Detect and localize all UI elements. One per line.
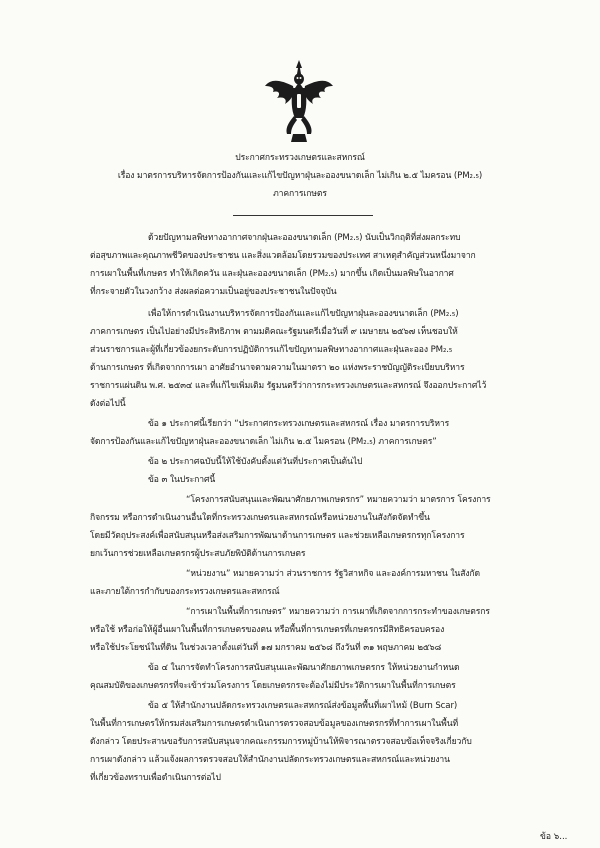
body-line: ด้านการเกษตร ที่เกิดจากการเผา อาศัยอำนาจตามความในมาตรา ๒๐ แห่งพระราชบัญญัติระเบียบบริหาร [90,363,465,373]
clause-5-line: ดังกล่าว โดยประสานขอรับการสนับสนุนจากคณะกรรมการหมู่บ้านให้พิจารณาตรวจสอบข้อเท็จจริงเกี่ยวกับ [90,737,472,747]
title-divider [233,215,373,216]
body-line: ที่กระจายตัวในวงกว้าง ส่งผลต่อความเป็นอยู่ของประชาชนในปัจจุบัน [90,287,337,297]
definition-line: หรือใช้ประโยชน์ในที่ดิน ในช่วงเวลาตั้งแต่วันที่ ๑๗ มกราคม ๒๕๖๘ ถึงวันที่ ๓๑ พฤษภาคม ๒๕๖๘ [90,643,442,653]
clause-1-line: ข้อ ๑ ประกาศนี้เรียกว่า “ประกาศกระทรวงเกษตรและสหกรณ์ เรื่อง มาตรการบริหาร [148,419,450,429]
continuation-marker: ข้อ ๖... [540,832,568,842]
body-line: ด้วยปัญหามลพิษทางอากาศจากฝุ่นละอองขนาดเล็ก (PM₂.₅) นับเป็นวิกฤติที่ส่งผลกระทบ [148,233,461,243]
garuda-emblem [263,58,335,144]
body-line: เพื่อให้การดำเนินงานบริหารจัดการป้องกันและแก้ไขปัญหาฝุ่นละอองขนาดเล็ก (PM₂.₅) [148,309,459,319]
body-line: ส่วนราชการและผู้ที่เกี่ยวข้องยกระดับการปฏิบัติการแก้ไขปัญหามลพิษทางอากาศและฝุ่นละออง PM₂.₅ [90,345,453,355]
definition-line: “หน่วยงาน” หมายความว่า ส่วนราชการ รัฐวิสาหกิจ และองค์การมหาชน ในสังกัด [186,569,481,579]
definition-line: “โครงการสนับสนุนและพัฒนาศักยภาพเกษตรกร” หมายความว่า มาตรการ โครงการ [186,495,491,505]
body-line: การเผาในพื้นที่เกษตร ทำให้เกิดควัน และฝุ่นละอองขนาดเล็ก (PM₂.₅) มากขึ้น เกิดเป็นมลพิษในอากาศ [90,269,454,279]
announcement-sector: ภาคการเกษตร [273,189,327,199]
definition-line: หรือใช้ หรือก่อให้ผู้อื่นเผาในพื้นที่การเกษตรของตน หรือพื้นที่การเกษตรที่เกษตรกรมีสิทธิครอบครอง [90,625,445,635]
announcement-subject: เรื่อง มาตรการบริหารจัดการป้องกันและแก้ไขปัญหาฝุ่นละอองขนาดเล็ก ไม่เกิน ๒.๕ ไมครอน (PM₂.₅) [117,171,483,181]
definition-line: ยกเว้นการช่วยเหลือเกษตรกรผู้ประสบภัยพิบัติด้านการเกษตร [90,549,306,559]
clause-4-line: ข้อ ๔ ในการจัดทำโครงการสนับสนุนและพัฒนาศักยภาพเกษตรกร ให้หน่วยงานกำหนด [148,663,460,673]
clause-4-line: คุณสมบัติของเกษตรกรที่จะเข้าร่วมโครงการ โดยเกษตรกรจะต้องไม่มีประวัติการเผาในพื้นที่การเกษตร [90,681,456,691]
definition-line: โดยมีวัตถุประสงค์เพื่อสนับสนุนหรือส่งเสริมการพัฒนาด้านการเกษตร และช่วยเหลือเกษตรกรทุกโครงการ [90,531,465,541]
definition-line: “การเผาในพื้นที่การเกษตร” หมายความว่า การเผาที่เกิดจากการกระทำของเกษตรกร [186,607,490,617]
body-line: ต่อสุขภาพและคุณภาพชีวิตของประชาชน และสิ่งแวดล้อมโดยรวมของประเทศ สาเหตุสำคัญส่วนหนึ่งมาจาก [90,251,476,261]
clause-1-line: จัดการป้องกันและแก้ไขปัญหาฝุ่นละอองขนาดเล็ก ไม่เกิน ๒.๕ ไมครอน (PM₂.₅) ภาคการเกษตร” [90,437,437,447]
body-line: ภาคการเกษตร เป็นไปอย่างมีประสิทธิภาพ ตามมติคณะรัฐมนตรีเมื่อวันที่ ๙ เมษายน ๒๕๖๗ เห็นชอบให้ [90,327,458,337]
clause-5-line: ที่เกี่ยวข้องทราบเพื่อดำเนินการต่อไป [90,773,221,783]
clause-5-line: การเผาดังกล่าว แล้วแจ้งผลการตรวจสอบให้สำนักงานปลัดกระทรวงเกษตรและสหกรณ์และหน่วยงาน [90,755,450,765]
clause-5-line: ในพื้นที่การเกษตรให้กรมส่งเสริมการเกษตรดำเนินการตรวจสอบข้อมูลของเกษตรกรที่ทำการเผาในพื้นที่ [90,719,459,729]
clause-3-line: ข้อ ๓ ในประกาศนี้ [148,475,216,485]
announcement-title: ประกาศกระทรวงเกษตรและสหกรณ์ [235,153,365,163]
definition-line: และภายใต้การกำกับของกระทรวงเกษตรและสหกรณ์ [90,587,280,597]
definition-line: กิจกรรม หรือการดำเนินงานอื่นใดที่กระทรวงเกษตรและสหกรณ์หรือหน่วยงานในสังกัดจัดทำขึ้น [90,513,430,523]
clause-2-line: ข้อ ๒ ประกาศฉบับนี้ให้ใช้บังคับตั้งแต่วันที่ประกาศเป็นต้นไป [148,457,363,467]
body-line: ดังต่อไปนี้ [90,399,126,409]
body-line: ราชการแผ่นดิน พ.ศ. ๒๕๓๔ และที่แก้ไขเพิ่มเติม รัฐมนตรีว่าการกระทรวงเกษตรและสหกรณ์ จึงออกประกาศไว้ [90,381,487,391]
clause-5-line: ข้อ ๕ ให้สำนักงานปลัดกระทรวงเกษตรและสหกรณ์ส่งข้อมูลพื้นที่เผาไหม้ (Burn Scar) [148,701,458,711]
